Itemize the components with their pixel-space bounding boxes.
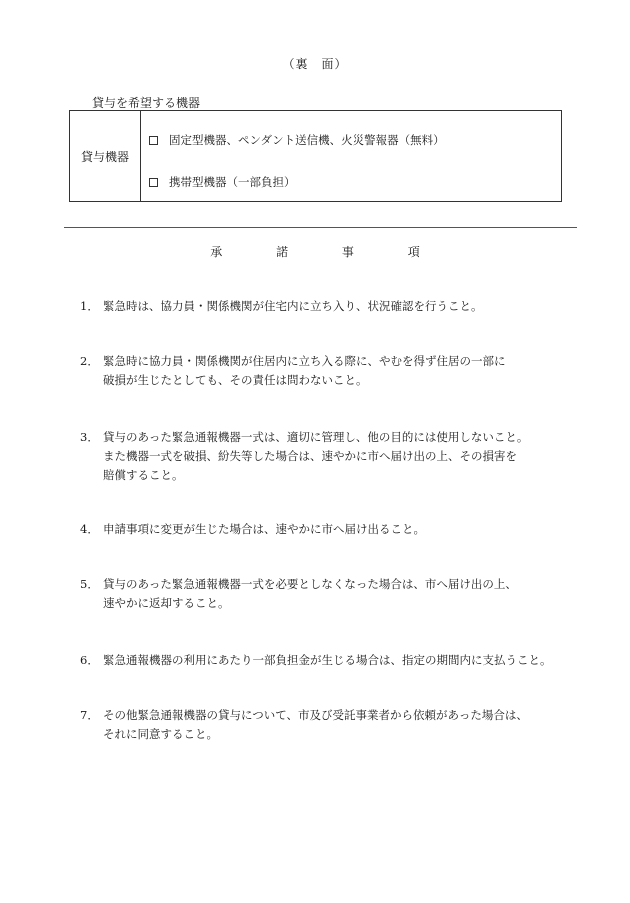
loan-device-table [69,110,562,202]
consent-item-number: 7． [80,708,99,722]
consent-item-text: その他緊急通報機器の貸与について、市及び受託事業者から依頼があった場合は、 [103,708,528,722]
consent-item-5 [80,575,600,613]
consent-item-1 [80,297,600,316]
consent-item-text: 緊急時は、協力員・関係機関が住宅内に立ち入り、状況確認を行うこと。 [103,299,483,313]
consent-item-number: 4． [80,522,99,536]
consent-item-number: 6． [80,653,99,667]
consent-item-6 [80,651,600,670]
consent-item-text: 緊急通報機器の利用にあたり一部負担金が生じる場合は、指定の期間内に支払うこと。 [103,653,552,667]
option-portable-devices[interactable] [149,174,296,190]
consent-title [0,243,630,260]
consent-item-number: 3． [80,430,99,444]
consent-title-char-3: 事 [341,245,354,259]
loan-device-label: 貸与機器 [70,111,141,201]
consent-item-text: また機器一式を破損、紛失等した場合は、速やかに市へ届け出の上、その損害を [103,449,517,463]
consent-title-char-4: 項 [407,245,420,259]
consent-item-number: 1． [80,299,99,313]
consent-item-text: 申請事項に変更が生じた場合は、速やかに市へ届け出ること。 [103,522,425,536]
consent-item-text: 貸与のあった緊急通報機器一式を必要としなくなった場合は、市へ届け出の上、 [103,577,517,591]
consent-item-text: 賠償すること。 [103,468,184,482]
checkbox-portable-devices[interactable] [149,178,158,187]
consent-item-text: 破損が生じたとしても、その責任は問わないこと。 [103,373,368,387]
consent-item-3 [80,428,600,485]
checkbox-fixed-devices[interactable] [149,136,158,145]
option-fixed-devices-label: 固定型機器、ペンダント送信機、火災警報器（無料） [169,133,445,147]
option-portable-devices-label: 携帯型機器（一部負担） [169,175,296,189]
consent-item-number: 2． [80,354,99,368]
consent-item-text: それに同意すること。 [103,727,218,741]
consent-item-number: 5． [80,577,99,591]
consent-item-7 [80,706,600,744]
consent-item-text: 速やかに返却すること。 [103,596,230,610]
consent-item-text: 貸与のあった緊急通報機器一式は、適切に管理し、他の目的には使用しないこと。 [103,430,529,444]
consent-title-char-2: 諾 [276,245,289,259]
consent-item-text: 緊急時に協力員・関係機関が住居内に立ち入る際に、やむを得ず住居の一部に [103,354,506,368]
page-side-label: （裏 面） [282,57,348,71]
section-heading: 貸与を希望する機器 [92,96,201,110]
consent-item-4 [80,520,600,539]
section-divider [64,227,577,228]
consent-title-char-1: 承 [210,245,223,259]
consent-item-2 [80,352,600,390]
option-fixed-devices[interactable] [149,132,445,148]
loan-device-options [141,111,561,201]
